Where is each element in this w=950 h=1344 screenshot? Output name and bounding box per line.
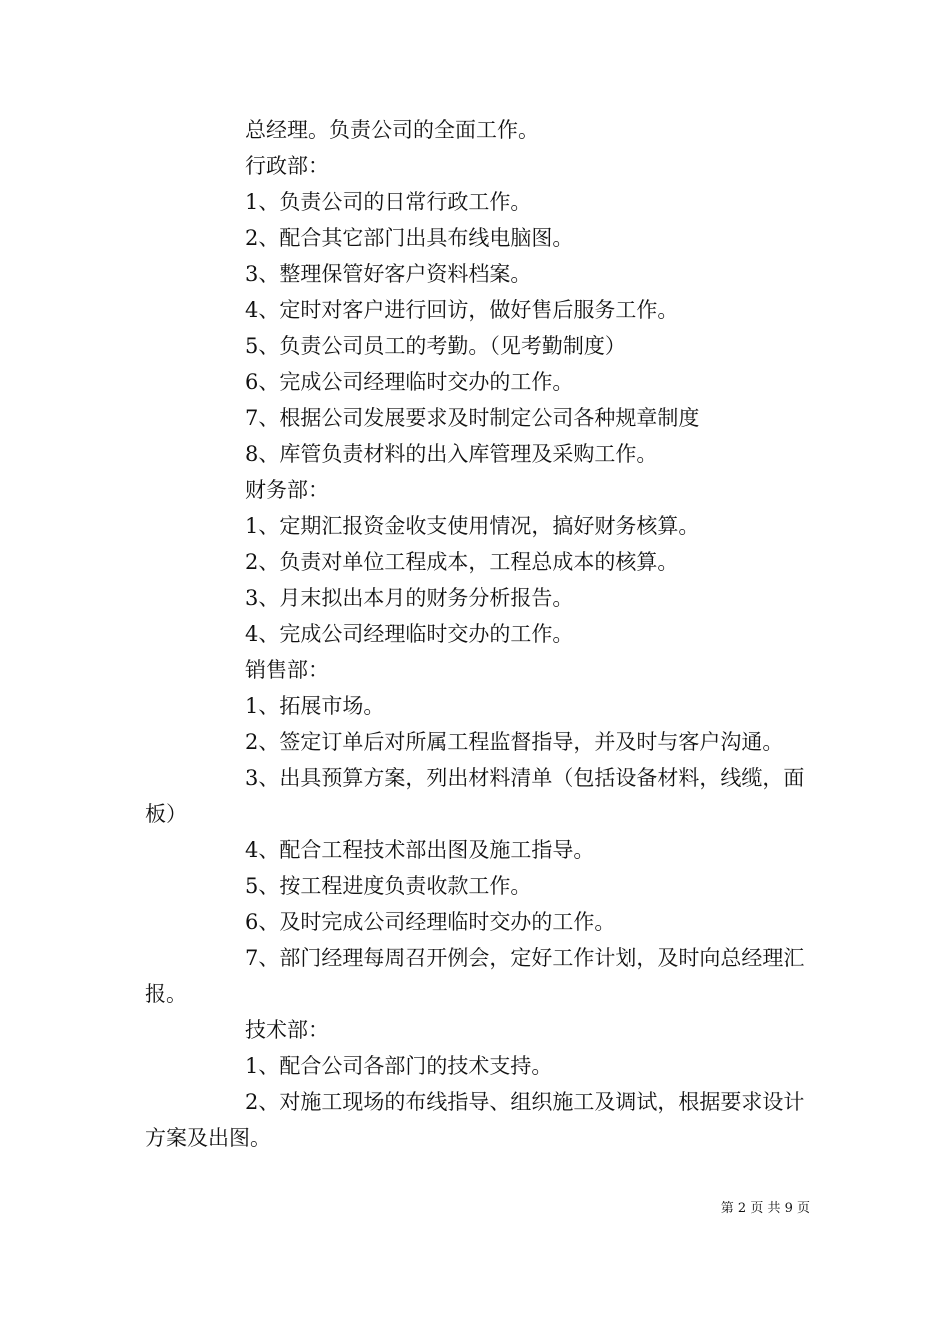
paragraph: 5、负责公司员工的考勤。（见考勤制度）	[245, 334, 626, 358]
paragraph: 2、签定订单后对所属工程监督指导，并及时与客户沟通。	[245, 730, 784, 754]
paragraph: 2、负责对单位工程成本，工程总成本的核算。	[245, 550, 679, 574]
paragraph: 总经理。负责公司的全面工作。	[245, 118, 539, 142]
paragraph: 7、根据公司发展要求及时制定公司各种规章制度	[245, 406, 700, 430]
paragraph: 6、完成公司经理临时交办的工作。	[245, 370, 574, 394]
section-heading-sales: 销售部：	[245, 658, 329, 682]
paragraph: 7、部门经理每周召开例会，定好工作计划，及时向总经理汇报。	[145, 946, 805, 1006]
paragraph: 4、定时对客户进行回访，做好售后服务工作。	[245, 298, 679, 322]
paragraph: 8、库管负责材料的出入库管理及采购工作。	[245, 442, 658, 466]
section-heading-admin: 行政部：	[245, 154, 329, 178]
paragraph: 4、配合工程技术部出图及施工指导。	[245, 838, 595, 862]
paragraph: 3、出具预算方案，列出材料清单（包括设备材料，线缆，面板）	[145, 766, 805, 826]
paragraph: 1、定期汇报资金收支使用情况，搞好财务核算。	[245, 514, 700, 538]
section-heading-tech: 技术部：	[245, 1018, 329, 1042]
page-number: 第 2 页 共 9 页	[720, 1201, 810, 1216]
paragraph: 3、整理保管好客户资料档案。	[245, 262, 532, 286]
paragraph: 1、负责公司的日常行政工作。	[245, 190, 532, 214]
paragraph: 4、完成公司经理临时交办的工作。	[245, 622, 574, 646]
paragraph: 5、按工程进度负责收款工作。	[245, 874, 532, 898]
document-body	[145, 112, 825, 1156]
paragraph: 3、月末拟出本月的财务分析报告。	[245, 586, 574, 610]
paragraph: 2、配合其它部门出具布线电脑图。	[245, 226, 574, 250]
paragraph: 2、对施工现场的布线指导、组织施工及调试，根据要求设计方案及出图。	[145, 1090, 805, 1150]
paragraph: 6、及时完成公司经理临时交办的工作。	[245, 910, 616, 934]
paragraph: 1、拓展市场。	[245, 694, 385, 718]
paragraph: 1、配合公司各部门的技术支持。	[245, 1054, 553, 1078]
section-heading-finance: 财务部：	[245, 478, 329, 502]
